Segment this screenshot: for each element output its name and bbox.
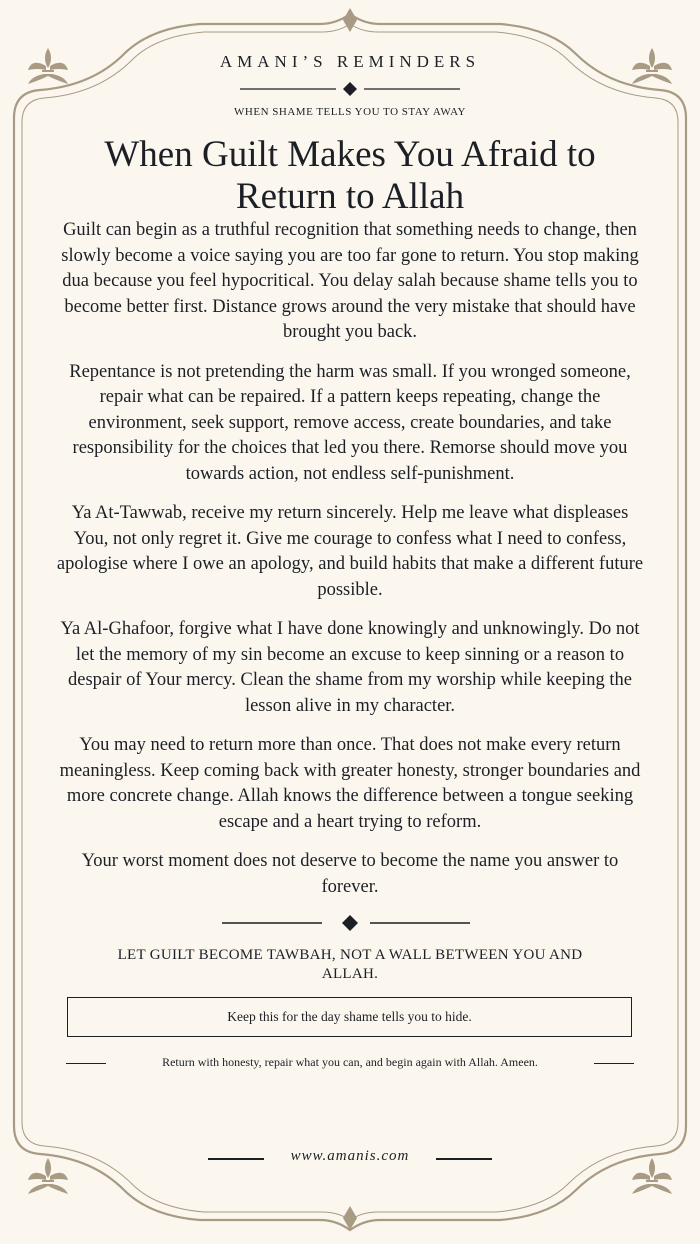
- section-divider: [222, 913, 478, 933]
- paragraph: Your worst moment does not deserve to become the name you answer to forever.: [81, 851, 619, 897]
- brand-name: AMANI’S REMINDERS: [219, 52, 481, 71]
- website-line-right: [436, 1158, 492, 1160]
- diamond-icon: [342, 915, 358, 931]
- closing-text: Return with honesty, repair what you can, and begin again with Allah. Ameen.: [162, 1055, 538, 1069]
- brand-divider: [240, 82, 460, 96]
- top-ornament-icon: [343, 8, 357, 32]
- callout-heading: LET GUILT BECOME TAWBAH, NOT A WALL BETWEEN YOU AND ALLAH.: [117, 947, 583, 982]
- diamond-icon: [343, 82, 357, 96]
- page-title: When Guilt Makes You Afraid to Return to Allah: [104, 134, 596, 217]
- keep-note-box: [67, 997, 632, 1037]
- paragraph: Ya At-Tawwab, receive my return sincerely. Help me leave what displeases You, not only regret it. Give me courage to confess what I need to confess, apologise where I owe an apology, and build habits that make a different future possible.: [56, 503, 644, 600]
- paragraph: Repentance is not pretending the harm was small. If you wronged someone, repair what can be repaired. If a pattern keeps repeating, change the environment, seek support, remove access, create boundaries, and take responsibility for the choices that led you there. Remorse should move you towards action, not endless self-punishment.: [69, 361, 631, 484]
- keep-note-text: Keep this for the day shame tells you to hide.: [227, 1009, 472, 1024]
- website-link[interactable]: www.amanis.com: [290, 1148, 410, 1164]
- closing-line-right: [594, 1063, 634, 1064]
- paragraph: Ya Al-Ghafoor, forgive what I have done knowingly and unknowingly. Do not let the memory of my sin become an excuse to keep sinning or a reason to despair of Your mercy. Clean the shame from my worship while keeping the lesson alive in my character.: [60, 619, 640, 716]
- paragraph: You may need to return more than once. That does not make every return meaningless. Keep coming back with greater honesty, stronger boundaries and more concrete change. Allah knows the difference between a tongue seeking escape and a heart trying to reform.: [59, 735, 641, 832]
- subtitle: WHEN SHAME TELLS YOU TO STAY AWAY: [234, 106, 466, 118]
- paragraph: Guilt can begin as a truthful recognition that something needs to change, then slowly become a voice saying you are too far gone to return. You stop making dua because you feel hypocritical. You delay salah because shame tells you to become better first. Distance grows around the very mistake that should have brought you back.: [61, 220, 639, 342]
- body-text: [56, 218, 644, 914]
